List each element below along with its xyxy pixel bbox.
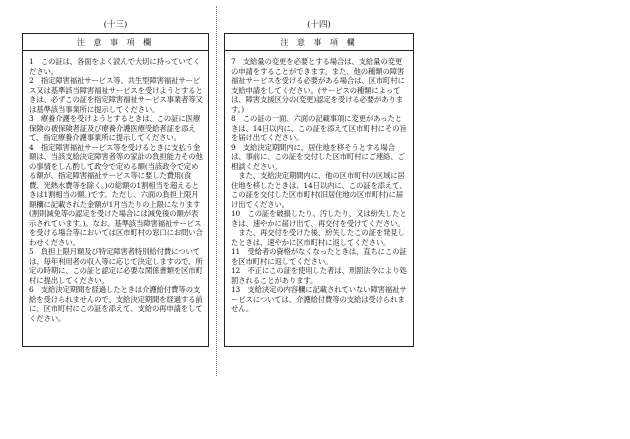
notice-box [22,33,209,347]
notice-item-13: 13 支給決定の内容欄に記載されていない障害福祉サービスについては、介護給付費等の支給は受けられません。 [231,285,407,313]
notice-item-3: 3 療養介護を受けようとするときは、この証に医療保険の被保険者証及び療養介護医療受給者証を添えて、指定療養介護事業所に提示してください。 [29,114,201,142]
notice-header: 注 意 事 項 欄 [225,34,413,51]
notice-item-2: 2 指定障害福祉サービス等、共生型障害福祉サービス又は基準該当障害福祉サービスを受けようとするときは、必ずこの証を指定障害福祉サービス事業者等又は基準該当事業所に提示してください。 [29,76,203,114]
notice-item-7: 7 支給量の変更を必要とする場合は、支給量の変更の申請をすることができます。また、他の種類の障害福祉サービスを受ける必要がある場合は、区市町村に支給申請をしてください。(サービスの種類によっては、障害支援区分の(変更)認定を受ける必要があります。) [231,57,405,114]
panel-number: (十三) [103,20,128,30]
notice-header: 注 意 事 項 欄 [23,34,208,51]
notice-box [224,33,414,347]
notice-body [225,51,413,314]
notice-item-5: 5 負担上限月額及び特定障害者特別給付費については、毎年利用者の収入等に応じて決定しますので、所定の時期に、この証と認定に必要な関係書類を区市町村に提出してください。 [29,247,203,285]
notice-item-9: 9 支給決定期間内に、居住地を移そうとする場合は、事前に、この証を交付した区市町村にご連絡、ご相談ください。 また、支給決定期間内に、他の区市町村の区域に居住地を移したときは、14日以内に、この証を添えて、この証を交付した区市町村(旧居住地の区市町村)に届け出てください。 [231,142,407,209]
left-notice-panel [22,20,209,347]
notice-item-11: 11 受給者の資格がなくなったときは、直ちにこの証を区市町村に返してください。 [231,247,407,266]
right-notice-panel [224,20,414,347]
notice-item-4: 4 指定障害福祉サービス等を受けるときに支払う金額は、当該支給決定障害者等の家計の負担能力その他の事情をしん酌して政令で定める額(当該政令で定める額が、指定障害福祉サービス等に要した費用(食費、光熱水費等を除く。)の総額の1割相当を超えるときは1割相当の額。)です。ただし、六面の負担上限月額欄に記載された金額が1月当たりの上限になります(割則減免等の認定を受けた場合には減免後の額が表示されています。)。なお、基準該当障害福祉サービスを受ける場合等においては区市町村の窓口にお問い合わせください。 [29,142,203,247]
notice-item-10: 10 この証を破損したり、汚したり、又は紛失したときは、速やかに届け出て、再交付を受けてください。 また、再交付を受けた後、紛失したこの証を発見したときは、速やかに区市町村に返してください。 [231,209,407,247]
notice-item-6: 6 支給決定期間を経過したときは介護給付費等の支給を受けられませんので、支給決定期間を経過する前に、区市町村にこの証を添えて、支給の再申請をしてください。 [29,285,203,323]
notice-item-12: 12 不正にこの証を使用した者は、刑罰法令により処罰されることがあります。 [231,266,407,285]
notice-body [23,51,208,323]
center-fold-line [216,6,217,376]
notice-item-8: 8 この証の一面、六面の記載事項に変更があったときは、14日以内に、この証を添えて区市町村にその旨を届け出てください。 [231,114,407,142]
notice-item-1: 1 この証は、各面をよく読んで大切に持っていてください。 [29,57,201,76]
panel-number: (十四) [307,20,331,30]
